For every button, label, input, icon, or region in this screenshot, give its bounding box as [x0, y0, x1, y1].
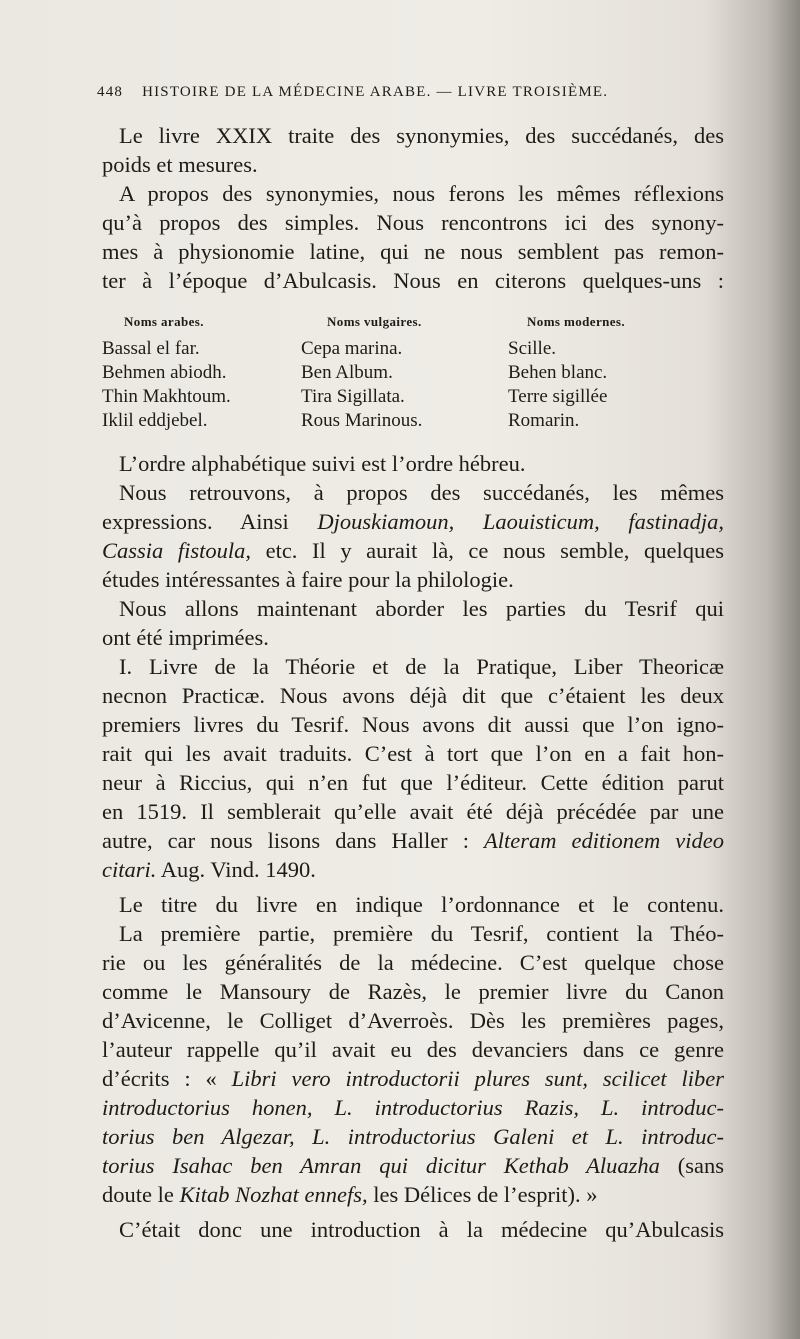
text-line: Le livre XXIX traite des synonymies, des succédanés, des [119, 123, 724, 148]
italic-term: Cassia fistoula, [102, 538, 251, 563]
table-header: Noms vulgaires. [327, 314, 422, 329]
text-line: A propos des synonymies, nous ferons les mêmes réflexions [119, 181, 724, 206]
table-cell: Scille. [508, 338, 557, 359]
text-line: doute le Kitab Nozhat ennefs, les Délices de l’esprit). » [102, 1182, 598, 1207]
text-line [102, 1094, 724, 1122]
text-line: L’ordre alphabétique suivi est l’ordre hébreu. [119, 451, 526, 476]
italic-term: Djouskiamoun, Laouisticum, fastinadja, [317, 509, 724, 534]
text-line: études intéressantes à faire pour la philologie. [102, 567, 514, 592]
table-cell: Behmen abiodh. [102, 362, 227, 383]
text-line: d’Avicenne, le Colliget d’Averroès. Dès les premières pages, [102, 1008, 724, 1033]
text-line: d’écrits : « Libri vero introductorii plures sunt, scilicet liber [102, 1066, 724, 1091]
italic-quote: Alteram editionem video [483, 828, 724, 853]
text-line: premiers livres du Tesrif. Nous avons dit aussi que l’on igno- [102, 712, 724, 737]
italic-quote: introductorius honen, L. introductorius Razis, L. introduc- [102, 1095, 724, 1120]
text-line: Nous retrouvons, à propos des succédanés, les mêmes [119, 480, 724, 505]
text-line: Cassia fistoula, etc. Il y aurait là, ce nous semble, quelques [102, 538, 724, 563]
running-title: HISTOIRE DE LA MÉDECINE ARABE. — LIVRE TROISIÈME. [142, 84, 609, 100]
text-line: expressions. Ainsi Djouskiamoun, Laouisticum, fastinadja, [102, 509, 724, 534]
running-header [97, 84, 687, 101]
text-line: en 1519. Il semblerait qu’elle avait été déjà précédée par une [102, 799, 724, 824]
text-line: ont été imprimées. [102, 625, 269, 650]
text-line: necnon Practicæ. Nous avons déjà dit que c’étaient les deux [102, 683, 724, 708]
text-line: Nous allons maintenant aborder les parties du Tesrif qui [119, 596, 724, 621]
text-line: qu’à propos des simples. Nous rencontrons ici des synony- [102, 210, 724, 235]
table-cell: Terre sigillée [508, 386, 608, 407]
italic-quote: Libri vero introductorii plures sunt, scilicet liber [231, 1066, 724, 1091]
text-line: La première partie, première du Tesrif, contient la Théo- [119, 921, 724, 946]
text-line: neur à Riccius, qui n’en fut que l’éditeur. Cette édition parut [102, 770, 724, 795]
table-cell: Iklil eddjebel. [102, 410, 208, 431]
table-cell: Tira Sigillata. [301, 386, 405, 407]
text-line [102, 1123, 724, 1151]
text-line: citari. Aug. Vind. 1490. [102, 857, 316, 882]
text-line: Le titre du livre en indique l’ordonnance et le contenu. [119, 892, 724, 917]
table-cell: Cepa marina. [301, 338, 403, 359]
text-line: comme le Mansoury de Razès, le premier livre du Canon [102, 979, 724, 1004]
italic-title: Kitab Nozhat ennefs, [179, 1182, 368, 1207]
text-line: rie ou les généralités de la médecine. C’est quelque chose [102, 950, 724, 975]
table-cell: Bassal el far. [102, 338, 200, 359]
italic-quote: citari. [102, 857, 157, 882]
text-line: mes à physionomie latine, qui ne nous semblent pas remon- [102, 239, 724, 264]
text-line: ter à l’époque d’Abulcasis. Nous en citerons quelques-uns : [102, 268, 724, 293]
italic-quote: torius Isahac ben Amran qui dicitur Kethab Aluazha [102, 1153, 660, 1178]
table-cell: Thin Makhtoum. [102, 386, 231, 407]
page-number: 448 [97, 84, 124, 100]
table-cell: Romarin. [508, 410, 580, 431]
table-header: Noms arabes. [124, 314, 204, 329]
text-line: C’était donc une introduction à la médecine qu’Abulcasis [119, 1217, 724, 1242]
text-line: rait qui les avait traduits. C’est à tort que l’on en a fait hon- [102, 741, 724, 766]
text-line: I. Livre de la Théorie et de la Pratique, Liber Theoricæ [119, 654, 724, 679]
text-line: autre, car nous lisons dans Haller : Alteram editionem video [102, 828, 724, 853]
text-line: torius Isahac ben Amran qui dicitur Kethab Aluazha (sans [102, 1153, 725, 1178]
text-line: l’auteur rappelle qu’il avait eu des devanciers dans ce genre [102, 1037, 724, 1062]
text-line: poids et mesures. [102, 152, 258, 177]
table-cell: Behen blanc. [508, 362, 608, 383]
table-header: Noms modernes. [527, 314, 626, 329]
table-cell: Ben Album. [301, 362, 393, 383]
table-cell: Rous Marinous. [301, 410, 423, 431]
italic-quote: torius ben Algezar, L. introductorius Galeni et L. introduc- [102, 1124, 724, 1149]
